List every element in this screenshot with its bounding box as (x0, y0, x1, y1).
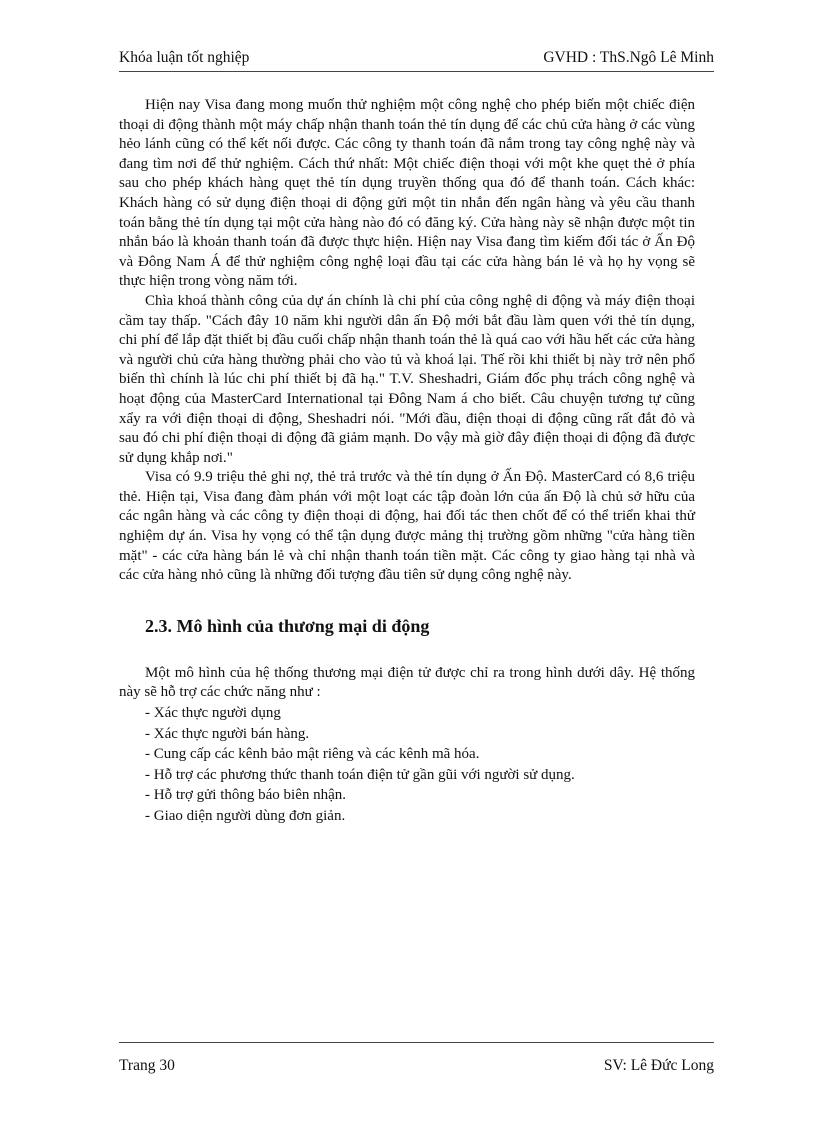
paragraph-visa-cards: Visa có 9.9 triệu thẻ ghi nợ, thẻ trả trước và thẻ tín dụng ở Ấn Độ. MasterCard có 8,6 triệu thẻ. Hiện tại, Visa đang đàm phán với một loạt các tập đoàn lớn của ấn Độ là chủ sở hữu của các ngân hàng và các công ty điện thoại di động, hai đối tác then chốt để có thể triển khai thử nghiệm dự án. Visa hy vọng có thể tận dụng được mảng thị trường gồm những "cửa hàng tiền mặt" - các cửa hàng bán lẻ và chỉ nhận thanh toán tiền mặt. Các công ty giao hàng tại nhà và các cửa hàng nhỏ cũng là những đối tượng đầu tiên sử dụng công nghệ này. (119, 469, 695, 584)
list-item: - Xác thực người dụng (145, 705, 281, 722)
list-item: - Hỗ trợ các phương thức thanh toán điện tử gần gũi với người sử dụng. (145, 766, 575, 783)
paragraph-visa-mobile: Hiện nay Visa đang mong muốn thử nghiệm một công nghệ cho phép biến một chiếc điện thoại di động thành một máy chấp nhận thanh toán thẻ tín dụng để các chủ cửa hàng ở các vùng hẻo lánh cũng có thể kết nối được. Các công ty thanh toán đã nắm trong tay công nghệ này và đang tìm nơi để thử nghiệm. Cách thứ nhất: Một chiếc điện thoại với một khe quẹt thẻ ở phía sau cho phép khách hàng quẹt thẻ tín dụng truyền thống qua đó để thanh toán. Cách khác: Khách hàng có sử dụng điện thoại di động gửi một tin nhắn đến ngân hàng và yêu cầu thanh toán bằng thẻ tín dụng tại một cửa hàng nào đó có đăng ký. Cửa hàng này sẽ nhận được một tin nhắn báo là khoản thanh toán đã được thực hiện. Hiện nay Visa đang tìm kiếm đối tác ở Ấn Độ và Đông Nam Á để thử nghiệm công nghệ loại đầu tại các cửa hàng bán lẻ và họ hy vọng sẽ thực hiện trong vòng năm tới. (119, 97, 695, 290)
list-item: - Xác thực người bán hàng. (145, 725, 310, 742)
list-item: - Cung cấp các kênh bảo mật riêng và các kênh mã hóa. (145, 746, 480, 763)
footer-page-number: Trang 30 (119, 1057, 175, 1074)
header-thesis-title: Khóa luận tốt nghiệp (119, 49, 250, 66)
section-heading: 2.3. Mô hình của thương mại di động (145, 615, 430, 636)
paragraph-cost-key: Chìa khoá thành công của dự án chính là chi phí của công nghệ di động và máy điện thoại cầm tay thấp. "Cách đây 10 năm khi người dân ấn Độ mới bắt đầu làm quen với thẻ tín dụng, chi phí để lắp đặt thiết bị đầu cuối chấp nhận thanh toán thẻ là quá cao với hầu hết các cửa hàng và người chủ cửa hàng thường phải cho vào tủ và khoá lại. Thế rồi khi thiết bị này trở nên phổ biến thì chính là lúc chi phí thiết bị đã hạ." T.V. Sheshadri, Giám đốc phụ trách công nghệ và hoạt động của MasterCard International tại Đông Nam á cho biết. Câu chuyện tương tự cũng xẩy ra với điện thoại di động, Sheshadri nói. "Mới đầu, điện thoại di động cũng rất đắt đỏ và sau đó chi phí điện thoại di động đã giảm mạnh. Do vậy mà giờ đây điện thoại di động đã được sử dụng khắp nơi." (119, 292, 695, 466)
page-content (119, 96, 695, 826)
page-footer (119, 1042, 714, 1074)
header-supervisor: GVHD : ThS.Ngô Lê Minh (543, 49, 714, 66)
footer-student: SV: Lê Đức Long (603, 1057, 714, 1074)
list-item: - Giao diện người dùng đơn giản. (145, 807, 346, 824)
page-header (119, 49, 714, 72)
section-intro: Một mô hình của hệ thống thương mại điện tử được chỉ ra trong hình dưới dây. Hệ thống này sẽ hỗ trợ các chức năng như : (119, 664, 695, 701)
function-list (119, 703, 695, 826)
list-item: - Hỗ trợ gửi thông báo biên nhận. (145, 787, 347, 804)
